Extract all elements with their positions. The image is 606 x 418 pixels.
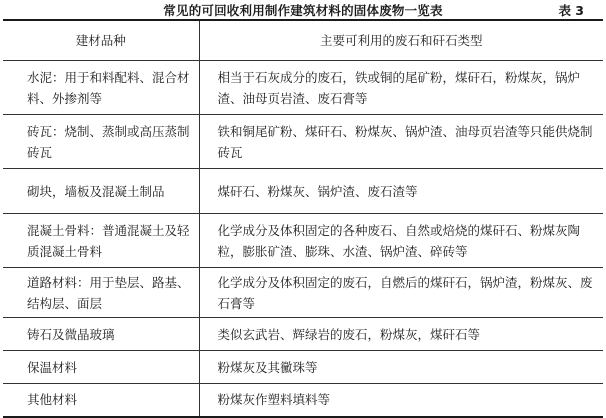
- material-cell: 其他材料: [3, 384, 199, 417]
- table-row: [3, 384, 603, 417]
- table-row: [3, 268, 603, 318]
- waste-cell: 粉煤灰作塑料填料等: [199, 384, 603, 417]
- table-row: [3, 61, 603, 115]
- waste-cell: 铁和铜尾矿粉、煤矸石、粉煤灰、锅炉渣、油母页岩渣等只能供烧制砖瓦: [199, 115, 603, 169]
- waste-cell: 化学成分及体积固定的废石，自燃后的煤矸石，锅炉渣，粉煤灰、废石膏等: [199, 268, 603, 318]
- waste-cell: 煤矸石、粉煤灰、锅炉渣、废石渣等: [199, 169, 603, 214]
- table-row: [3, 169, 603, 214]
- waste-materials-table: [3, 19, 603, 418]
- waste-cell: 类似玄武岩、辉绿岩的废石，粉煤灰，煤矸石等: [199, 318, 603, 351]
- header-row: [3, 20, 603, 61]
- waste-cell: 粉煤灰及其黴珠等: [199, 351, 603, 384]
- waste-cell: 化学成分及体积固定的各种废石、自然或焙烧的煤矸石、粉煤灰陶粒，膨胀矿渣、膨珠、水渣、锅炉渣、碎砖等: [199, 214, 603, 268]
- header-waste-type: 主要可利用的废石和矸石类型: [199, 20, 603, 61]
- table-row: [3, 318, 603, 351]
- title-bar: [0, 0, 606, 18]
- material-cell: 铸石及微晶玻璃: [3, 318, 199, 351]
- material-cell: 砌块，墙板及混凝土制品: [3, 169, 199, 214]
- material-cell: 保温材料: [3, 351, 199, 384]
- table-row: [3, 351, 603, 384]
- material-cell: 道路材料：用于垫层、路基、结构层、面层: [3, 268, 199, 318]
- waste-cell: 相当于石灰成分的废石，铁或铜的尾矿粉，煤矸石，粉煤灰，锅炉渣、油母页岩渣、废石膏等: [199, 61, 603, 115]
- header-material: 建材品种: [3, 20, 199, 61]
- table-number: 表 3: [558, 3, 584, 18]
- material-cell: 水泥：用于和料配料、混合材料、外掺剂等: [3, 61, 199, 115]
- table-row: [3, 214, 603, 268]
- material-cell: 砖瓦：烧制、蒸制或高压蒸制砖瓦: [3, 115, 199, 169]
- table-row: [3, 115, 603, 169]
- table-title: 常见的可回收利用制作建筑材料的固体废物一览表: [163, 3, 443, 18]
- material-cell: 混凝土骨料：普通混凝土及轻质混凝土骨料: [3, 214, 199, 268]
